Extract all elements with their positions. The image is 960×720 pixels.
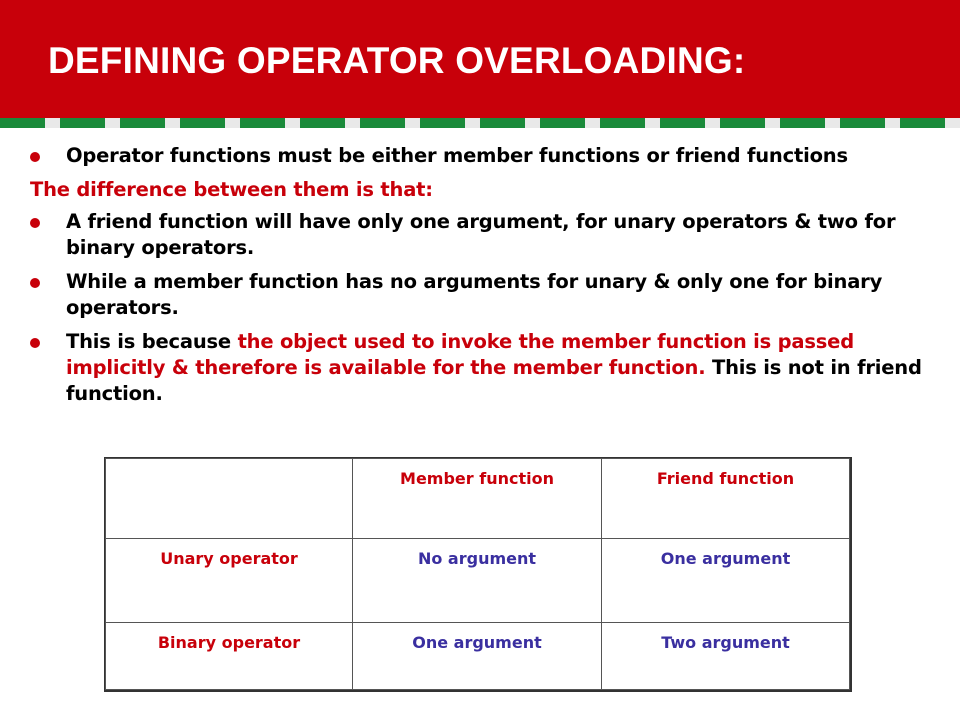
comparison-table-grid xyxy=(105,458,850,690)
bullet-item xyxy=(30,269,942,321)
bullet-text-part: This is because xyxy=(66,330,238,353)
subheading: The difference between them is that: xyxy=(30,178,433,201)
bullet-text-highlight: the object used to invoke the member function is passed implicitly & therefore is available for the member function. xyxy=(66,330,854,379)
bullet-item xyxy=(30,329,942,407)
table-header-member: Member function xyxy=(353,459,602,539)
title-bar xyxy=(0,0,960,118)
bullet-item xyxy=(30,209,942,261)
table-corner-cell xyxy=(106,459,353,539)
table-row-label: Binary operator xyxy=(106,623,353,690)
bullet-dot-icon xyxy=(30,278,40,288)
bullet-text-part: This is not in friend function. xyxy=(66,356,922,405)
bullet-item xyxy=(30,143,942,169)
slide-title: DEFINING OPERATOR OVERLOADING: xyxy=(48,40,746,81)
bullet-text: Operator functions must be either member functions or friend functions xyxy=(66,144,848,167)
bullet-dot-icon xyxy=(30,152,40,162)
table-header-friend: Friend function xyxy=(602,459,850,539)
table-row xyxy=(106,539,850,623)
slide-content xyxy=(30,143,942,415)
decorative-stripe xyxy=(0,118,960,128)
table-row xyxy=(106,623,850,690)
table-cell: No argument xyxy=(353,539,602,623)
bullet-text: A friend function will have only one argument, for unary operators & two for binary operators. xyxy=(66,210,896,259)
bullet-dot-icon xyxy=(30,338,40,348)
bullet-dot-icon xyxy=(30,218,40,228)
table-cell: One argument xyxy=(353,623,602,690)
table-cell: Two argument xyxy=(602,623,850,690)
table-header-row xyxy=(106,459,850,539)
table-cell: One argument xyxy=(602,539,850,623)
table-row-label: Unary operator xyxy=(106,539,353,623)
comparison-table xyxy=(104,457,852,692)
bullet-text: While a member function has no arguments for unary & only one for binary operators. xyxy=(66,270,883,319)
